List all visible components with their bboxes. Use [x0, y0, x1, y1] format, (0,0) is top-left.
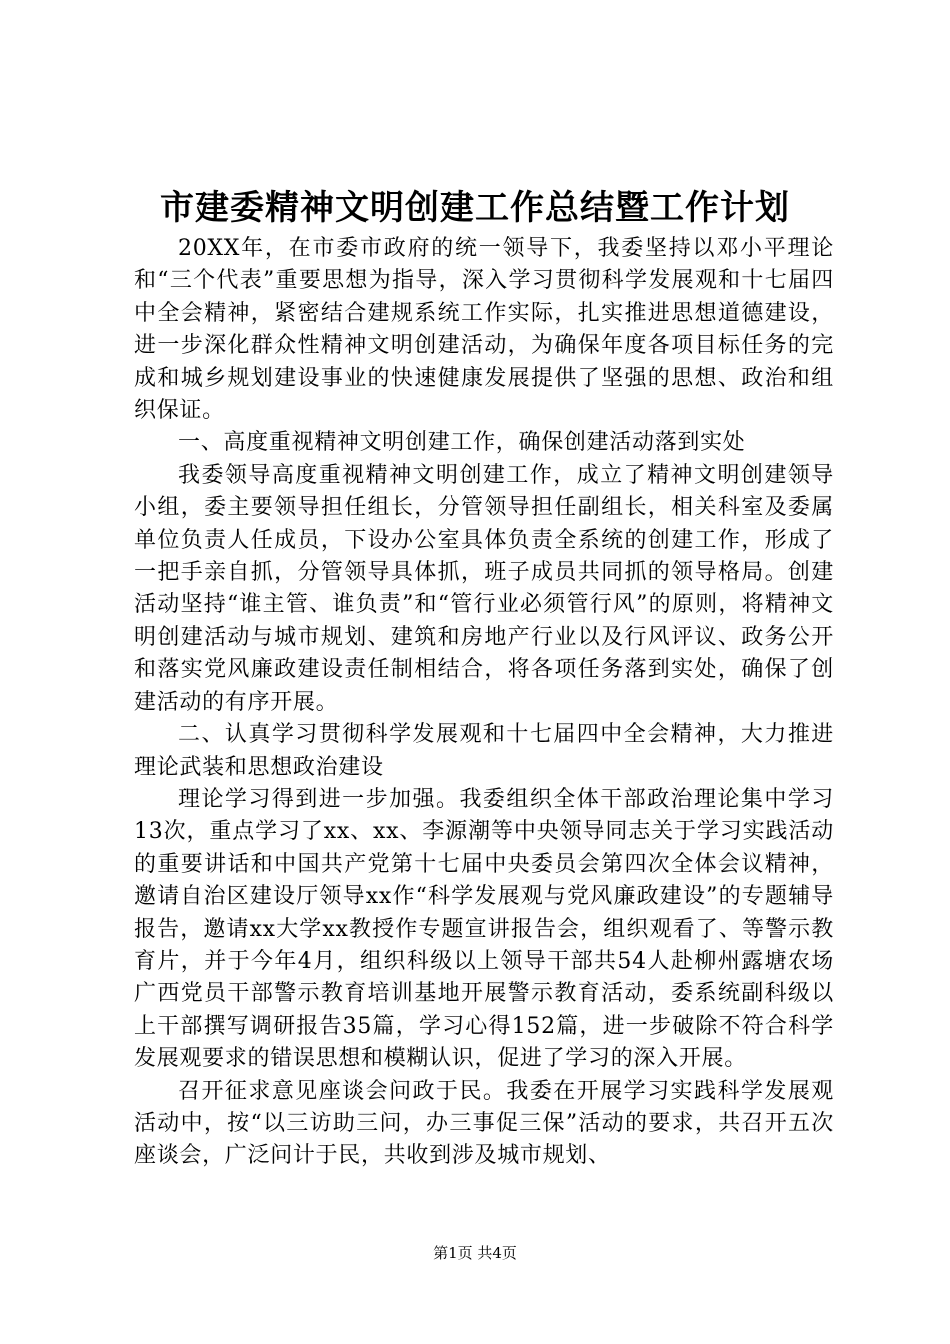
- document-title: 市建委精神文明创建工作总结暨工作计划: [160, 188, 790, 228]
- paragraph-theory-study: 理论学习得到进一步加强。我委组织全体干部政治理论集中学习13次，重点学习了xx、xx、李源潮等中央领导同志关于学习实践活动的重要讲话和中国共产党第十七届中央委员会第四次全体会议精神，邀请自治区建设厅领导xx作“科学发展观与党风廉政建设”的专题辅导报告，邀请xx大学xx教授作专题宣讲报告会，组织观看了、等警示教育片，并于今年4月，组织科级以上领导干部共54人赴柳州露塘农场广西党员干部警示教育培训基地开展警示教育活动，委系统副科级以上干部撰写调研报告35篇，学习心得152篇，进一步破除不符合科学发展观要求的错误思想和模糊认识，促进了学习的深入开展。: [134, 786, 834, 1072]
- section-heading-2: 二、认真学习贯彻科学发展观和十七届四中全会精神，大力推进理论武装和思想政治建设: [134, 722, 834, 780]
- paragraph-forum: 召开征求意见座谈会问政于民。我委在开展学习实践科学发展观活动中，按“以三访助三问，办三事促三保”活动的要求，共召开五次座谈会，广泛问计于民，共收到涉及城市规划、: [134, 1078, 834, 1169]
- page-footer: 第1页 共4页: [433, 1244, 517, 1262]
- paragraph-section-1: 我委领导高度重视精神文明创建工作，成立了精神文明创建领导小组，委主要领导担任组长，分管领导担任副组长，相关科室及委属单位负责人任成员，下设办公室具体负责全系统的创建工作，形成了一把手亲自抓，分管领导具体抓，班子成员共同抓的领导格局。创建活动坚持“谁主管、谁负责”和“管行业必须管行风”的原则，将精神文明创建活动与城市规划、建筑和房地产行业以及行风评议、政务公开和落实党风廉政建设责任制相结合，将各项任务落到实处，确保了创建活动的有序开展。: [134, 462, 834, 715]
- paragraph-intro: 20XX年，在市委市政府的统一领导下，我委坚持以邓小平理论和“三个代表”重要思想为指导，深入学习贯彻科学发展观和十七届四中全会精神，紧密结合建规系统工作实际，扎实推进思想道德建设，进一步深化群众性精神文明创建活动，为确保年度各项目标任务的完成和城乡规划建设事业的快速健康发展提供了坚强的思想、政治和组织保证。: [134, 236, 834, 424]
- document-body: [134, 233, 834, 1173]
- section-heading-1: 一、高度重视精神文明创建工作，确保创建活动落到实处: [178, 430, 746, 456]
